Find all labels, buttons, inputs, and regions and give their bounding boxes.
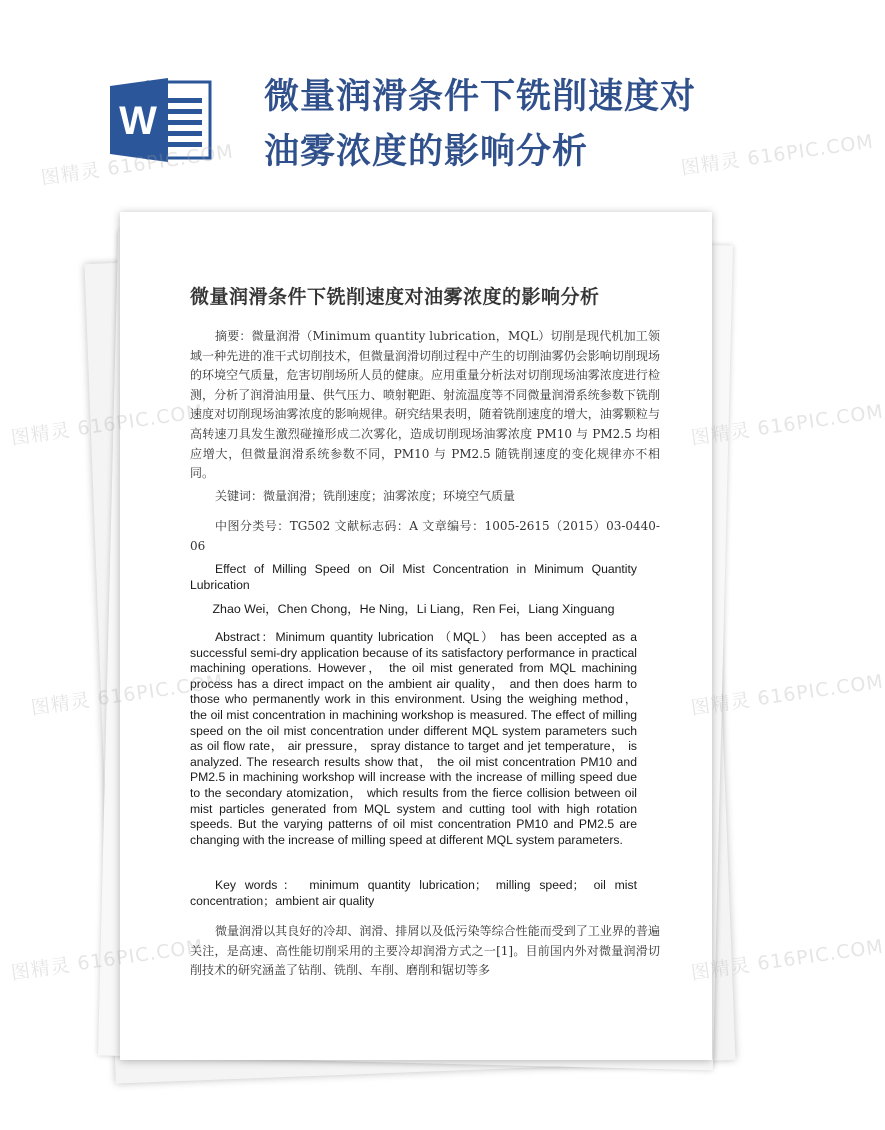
classification-number: 中图分类号：TG502 文献标志码：A 文章编号：1005-2615（2015）03-0440-06	[190, 519, 660, 553]
watermark: 图精灵 616PIC.COM	[689, 400, 885, 450]
watermark: 图精灵 616PIC.COM	[39, 140, 236, 190]
document-title: 微量润滑条件下铣削速度对油雾浓度的影响分析	[264, 77, 697, 172]
watermark: 图精灵 616PIC.COM	[679, 130, 876, 180]
abstract-chinese: 摘要：微量润滑（Minimum quantity lubrication，MQL）切削是现代机加工领域一种先进的准干式切削技术，但微量润滑切削过程中产生的切削油雾仍会影响切削现场的环境空气质量，危害切削场所人员的健康。应用重量分析法对切削现场油雾浓度进行检测，分析了润滑油用量、供气压力、喷射靶距、射流温度等不同微量润滑系统参数下铣削速度对切削现场油雾浓度的影响规律。研究结果表明，随着铣削速度的增大，油雾颗粒与高转速刀具发生激烈碰撞形成二次雾化，造成切削现场油雾浓度 PM10 与 PM2.5 均相应增大，但微量润滑系统参数不同，PM10 与 PM2.5 随铣削速度的变化规律亦不相同。	[190, 329, 660, 481]
authors: Zhao Wei，Chen Chong，He Ning，Li Liang，Ren Fei，Liang Xinguang	[212, 602, 615, 616]
abstract-english: Abstract：Minimum quantity lubrication （MQL） has been accepted as a successful semi-dry application because of its satisfactory performance in practical machining operations. However， the oil mist generated from MQL machining process has a direct impact on the ambient air quality， and then does harm to those who permanently work in this environment. Using the weighing method， the oil mist concentration in machining workshop is measured. The effect of milling speed on the oil mist concentration under different MQL system parameters such as oil flow rate， air pressure， spray distance to target and jet temperature， is analyzed. The research results show that， the oil mist concentration PM10 and PM2.5 in machining workshop will increase with the increase of milling speed due to the secondary atomization， which results from the fierce collision between oil mist particles generated from MQL system and cutting tool with high rotation speeds. But the varying patterns of oil mist concentration PM10 and PM2.5 are changing with the increase of milling speed at different MQL system parameters.	[190, 630, 637, 847]
keywords-chinese: 关键词：微量润滑；铣削速度；油雾浓度；环境空气质量	[215, 489, 516, 503]
paper-title: 微量润滑条件下铣削速度对油雾浓度的影响分析	[190, 286, 600, 308]
keywords-english: Key words： minimum quantity lubrication； milling speed； oil mist concentration；ambient air quality	[190, 878, 637, 908]
word-icon-letter: W	[119, 99, 157, 143]
document-page	[120, 212, 712, 1060]
watermark: 图精灵 616PIC.COM	[689, 935, 885, 985]
watermark: 图精灵 616PIC.COM	[9, 400, 206, 450]
watermark: 图精灵 616PIC.COM	[9, 935, 206, 985]
watermark: 图精灵 616PIC.COM	[689, 670, 885, 720]
english-title: Effect of Milling Speed on Oil Mist Concentration in Minimum Quantity Lubrication	[190, 562, 637, 592]
body-introduction: 微量润滑以其良好的冷却、润滑、排屑以及低污染等综合性能而受到了工业界的普遍关注，是高速、高性能切削采用的主要冷却润滑方式之一[1]。目前国内外对微量润滑切削技术的研究涵盖了钻削、铣削、车削、磨削和锯切等多	[190, 924, 660, 978]
watermark: 图精灵 616PIC.COM	[29, 670, 226, 720]
